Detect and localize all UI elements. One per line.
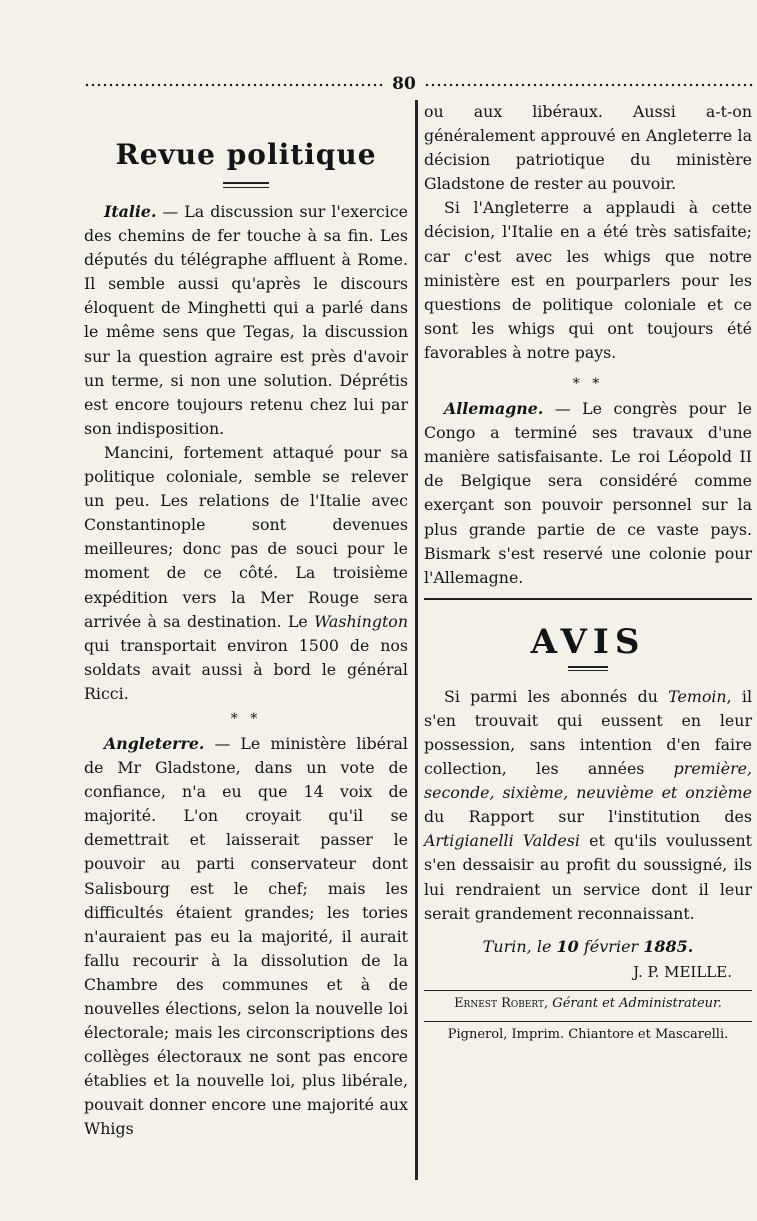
imprint-rule-bottom: [424, 1021, 752, 1022]
avis-rule: [568, 666, 608, 671]
avis-paragraph: [424, 685, 752, 926]
allemagne-paragraph: [424, 397, 752, 590]
left-column: [84, 100, 408, 1142]
gerant-name: Ernest Robert: [454, 995, 545, 1011]
section-separator-stars: * *: [230, 710, 262, 727]
section-separator-stars-right: * *: [572, 376, 604, 393]
mancini-text-before: Mancini, fortement attaqué pour sa politique coloniale, semble se relever un peu. Les relations de l'Italie avec Constantinople sont devenues meilleures; donc pas de souci pour le moment de ce côté. La troisième expédition vers la Mer Rouge sera arrivée à sa destination. Le: [84, 442, 408, 631]
header-rule-right: [424, 83, 754, 87]
section-title: Revue politique: [115, 138, 377, 171]
avis-title: AVIS: [530, 621, 646, 662]
dateline: [424, 934, 752, 960]
italie-paragraph: [84, 200, 408, 441]
avis-text-3: du Rapport sur l'institution des: [424, 807, 752, 827]
page-header: [84, 74, 757, 98]
imprint-rule-top: [424, 990, 752, 991]
avis-text-2: , il s'en trouvait qui eussent en leur possession, sans intention d'en faire collection, les années: [424, 686, 752, 779]
allemagne-label: Allemagne.: [444, 399, 544, 419]
angleterre-label: Angleterre.: [104, 733, 205, 753]
gerant-line: [424, 993, 752, 1015]
page-number: 80: [392, 74, 416, 94]
avis-artigianelli: Artigianelli Valdesi: [424, 831, 580, 851]
ship-name: Washington: [314, 611, 408, 631]
angleterre-text: — Le ministère libéral de Mr Gladstone, dans un vote de confiance, n'a eu que 14 voix de majorité. L'on croyait qu'il se demettrait et laisserait passer le pouvoir au parti conservateur dont Salisbourg est le chef; mais les difficultés étaient grandes; les tories n'auraient pas eu la majorité, il aurait fallu recourir à la dissolution de la Chambre des communes et à de nouvelles élections, selon la nouvelle loi électorale; mais les circonscriptions des collèges électoraux ne sont pas encore établies et la nouvelle loi, plus libérale, pouvait donner encore une majorité aux Whigs: [84, 733, 408, 1139]
italie-label: Italie.: [104, 202, 157, 221]
mancini-paragraph: [84, 441, 408, 706]
angleterre-continued: ou aux libéraux. Aussi a-t-on généralement approuvé en Angleterre la décision patriotique du ministère Gladstone de rester au pouvoir.: [424, 102, 752, 194]
allemagne-text: — Le congrès pour le Congo a terminé ses travaux d'une manière satisfaisante. Le roi Léopold II de Belgique sera considéré comme exerçant son pouvoir personnel sur la plus grande partie de ce vaste pays. Bismark s'est reservé une colonie pour l'Allemagne.: [424, 399, 752, 587]
mancini-text-after: qui transportait environ 1500 de nos soldats avait aussi à bord le général Ricci.: [84, 635, 408, 703]
angleterre-paragraph: [84, 732, 408, 1142]
gerant-role: , Gérant et Administrateur.: [544, 995, 722, 1011]
italie-text: — La discussion sur l'exercice des chemins de fer touche à sa fin. Les députés du télégraphe affluent à Rome. Il semble aussi qu'après le discours éloquent de Minghetti qui a parlé dans le même sens que Tegas, la discussion sur la question agraire est près d'avoir un terme, si non une solution. Déprétis est encore toujours retenu chez lui par son indisposition.: [84, 202, 408, 438]
header-rule-left: [84, 83, 384, 87]
avis-text-4: et qu'ils voulussent s'en dessaisir au profit du soussigné, ils lui rendraient un service dont il leur serait grandement reconnaissant.: [424, 831, 752, 923]
signature: J. P. MEILLE.: [633, 962, 732, 981]
angleterre-continued-2: Si l'Angleterre a applaudi à cette décision, l'Italie en a été très satisfaite; car c'est avec les whigs que notre ministère est en pourparlers pour les questions de politique coloniale et ce sont les whigs qui ont toujours été favorables à notre pays.: [424, 198, 752, 362]
column-divider: [415, 100, 418, 1180]
dateline-year: 1885.: [643, 936, 694, 956]
avis-text-1: Si parmi les abonnés du: [444, 686, 669, 706]
title-rule: [223, 182, 269, 188]
dateline-place: Turin, le: [482, 936, 557, 956]
printer-line: Pignerol, Imprim. Chiantore et Mascarelli.: [447, 1026, 729, 1042]
dateline-month: février: [578, 936, 644, 956]
dateline-day: 10: [556, 936, 579, 956]
avis-temoin: Temoin: [668, 686, 727, 706]
avis-years: première, seconde, sixième, neuvième et onzième: [424, 759, 752, 803]
section-rule: [424, 598, 752, 600]
right-column: [424, 100, 752, 1046]
